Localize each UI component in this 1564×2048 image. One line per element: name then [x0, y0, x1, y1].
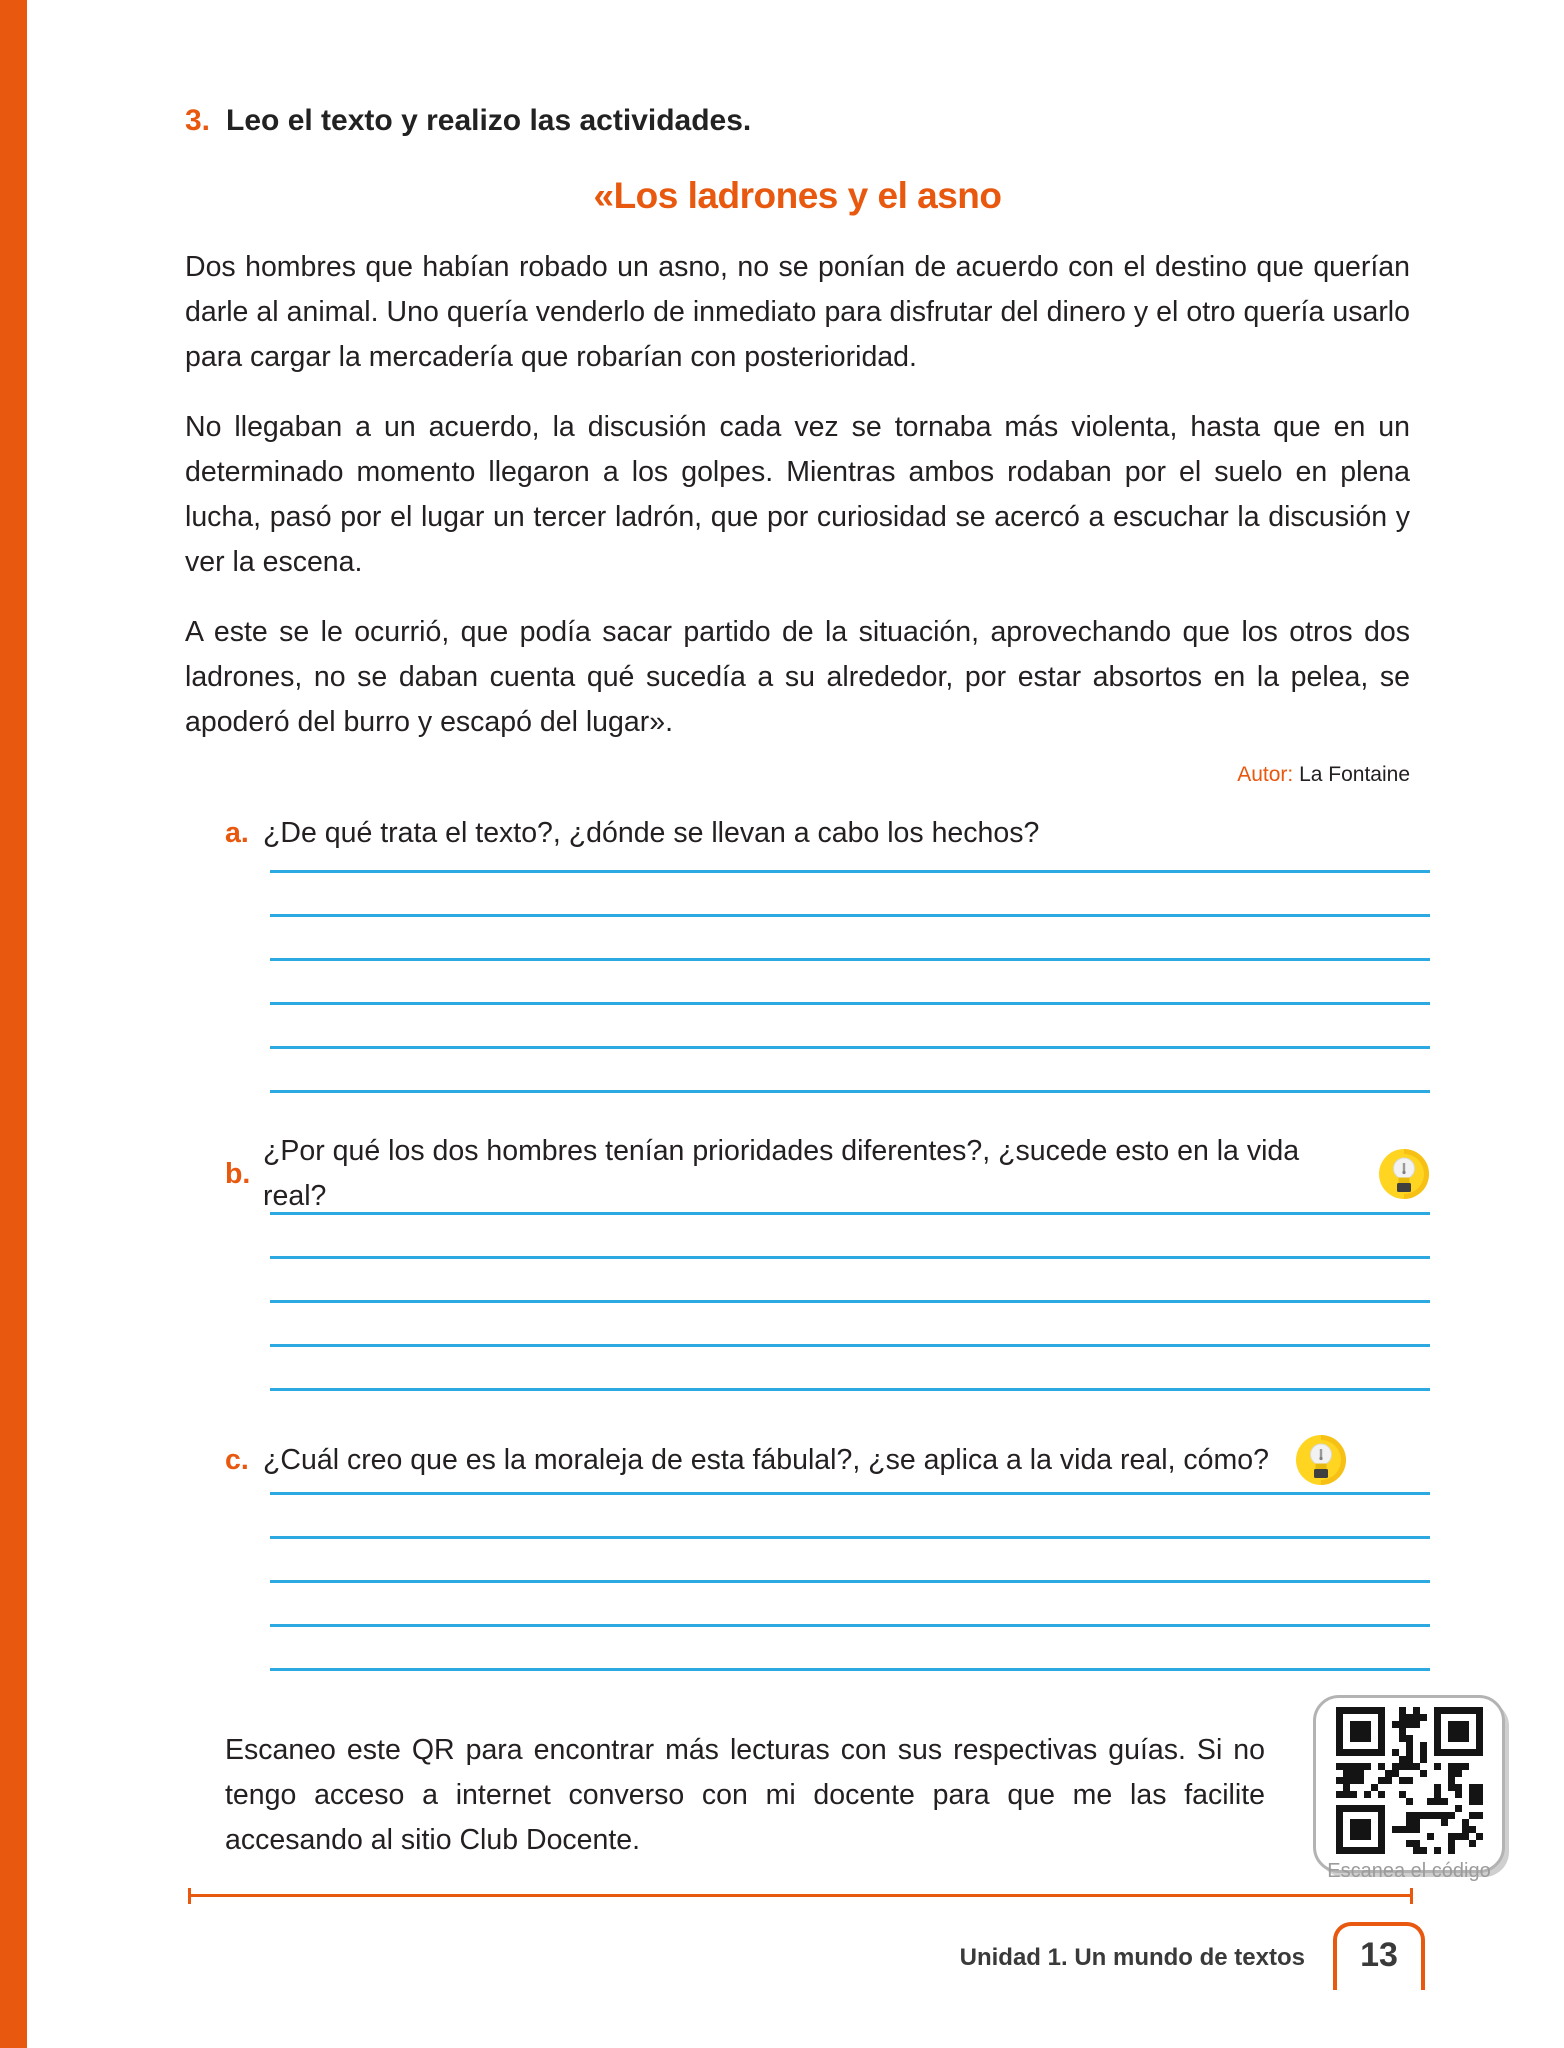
answer-line [270, 870, 1430, 914]
question-b-label: b. [225, 1157, 251, 1190]
answer-line [270, 1492, 1430, 1536]
question-c-label: c. [225, 1443, 249, 1476]
page-number: 13 [1360, 1935, 1398, 1974]
author-name: La Fontaine [1299, 763, 1410, 786]
activity-number: 3. [185, 104, 211, 137]
answer-line [270, 1668, 1430, 1671]
answer-line [270, 914, 1430, 958]
author-label: Autor: [1237, 763, 1294, 786]
reading-title: «Los ladrones y el asno [593, 175, 1002, 216]
answer-line [270, 958, 1430, 1002]
answer-line [270, 1624, 1430, 1668]
answer-lines-c [270, 1492, 1430, 1671]
question-a-head [225, 811, 1430, 856]
page-content [185, 0, 1491, 1904]
qr-caption: Escanea el código [1327, 1860, 1491, 1882]
question-a-text: ¿De qué trata el texto?, ¿dónde se llevan a cabo los hechos? [263, 817, 1040, 849]
question-c [225, 1434, 1430, 1671]
reading-paragraph: A este se le ocurrió, que podía sacar partido de la situación, aprovechando que los otros dos ladrones, no se daban cuenta qué sucedía a su alrededor, por estar absortos en la pelea, se apoderó del burro y escapó del lugar». [185, 616, 1410, 738]
qr-box [1313, 1695, 1505, 1882]
answer-line [270, 1300, 1430, 1344]
page-footer [960, 1922, 1425, 1990]
question-c-text: ¿Cuál creo que es la moraleja de esta fábulal?, ¿se aplica a la vida real, cómo? [263, 1443, 1269, 1476]
answer-line [270, 1046, 1430, 1090]
lightbulb-icon [1295, 1434, 1347, 1486]
reading-paragraph: Dos hombres que habían robado un asno, no se ponían de acuerdo con el destino que querían darle al animal. Uno quería venderlo de inmediato para disfrutar del dinero y el otro quería usarlo para cargar la mercadería que robarían con posterioridad. [185, 251, 1410, 373]
activity-heading [185, 102, 1430, 140]
question-b [225, 1135, 1430, 1391]
lightbulb-icon [1378, 1148, 1430, 1200]
qr-code-image [1336, 1707, 1483, 1854]
answer-line [270, 1344, 1430, 1388]
author-line [185, 763, 1410, 787]
page-number-box [1333, 1922, 1425, 1990]
answer-lines-a [270, 870, 1430, 1093]
answer-line [270, 1580, 1430, 1624]
answer-line [270, 1002, 1430, 1046]
reading-paragraph: No llegaban a un acuerdo, la discusión cada vez se tornaba más violenta, hasta que en un determinado momento llegaron a los golpes. Mientras ambos rodaban por el suelo en plena lucha, pasó por el lugar un tercer ladrón, que por curiosidad se acercó a escuchar la discusión y ver la escena. [185, 411, 1410, 578]
qr-section [225, 1695, 1505, 1882]
question-b-head [225, 1135, 1430, 1212]
answer-lines-b [270, 1212, 1430, 1391]
answer-line [270, 1090, 1430, 1093]
bottom-divider-rule [188, 1888, 1413, 1904]
footer-unit-label: Unidad 1. Un mundo de textos [959, 1944, 1305, 1971]
answer-line [270, 1388, 1430, 1391]
question-a-label: a. [225, 817, 249, 849]
answer-line [270, 1256, 1430, 1300]
question-b-text: ¿Por qué los dos hombres tenían prioridades diferentes?, ¿sucede esto en la vida real? [263, 1135, 1300, 1212]
question-c-head [225, 1434, 1430, 1486]
left-accent-bar [0, 0, 27, 2048]
qr-note-text: Escaneo este QR para encontrar más lecturas con sus respectivas guías. Si no tengo acceso a internet converso con mi docente para que me las facilite accesando al sitio Club Docente. [225, 1734, 1265, 1856]
question-a [225, 811, 1430, 1093]
activity-instruction: Leo el texto y realizo las actividades. [226, 104, 752, 137]
answer-line [270, 1536, 1430, 1580]
